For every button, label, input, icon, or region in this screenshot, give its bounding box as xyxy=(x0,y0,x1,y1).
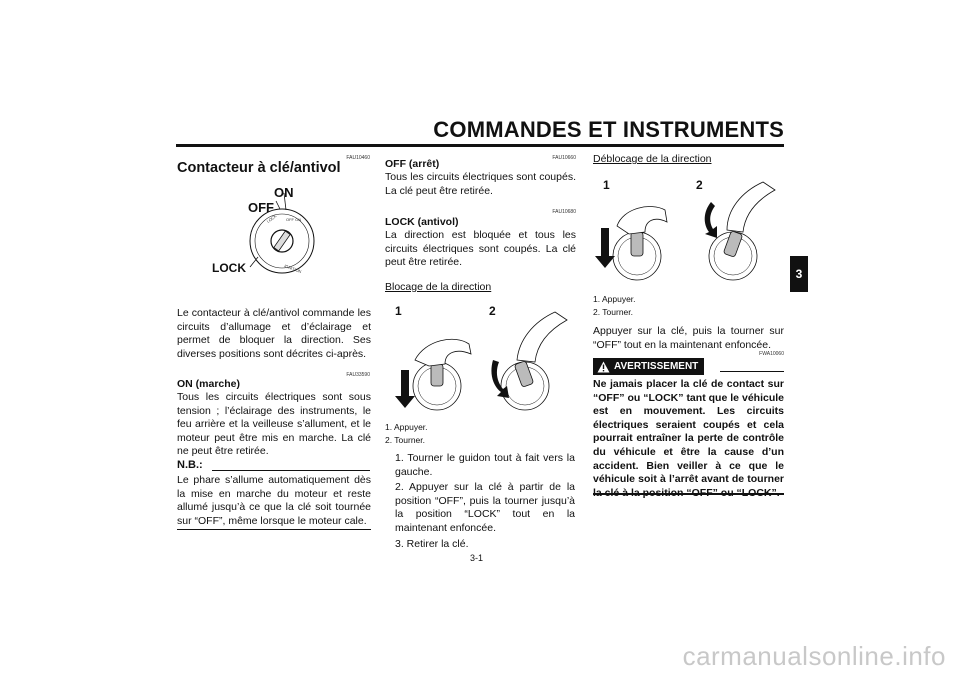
intro-paragraph: Le contacteur à clé/antivol commande les circuits d’allumage et d’éclairage et permet de bloquer la direction. Ses diverses positions sont décrites ci-après. xyxy=(177,307,371,360)
ref-code: FAU10460 xyxy=(346,155,370,161)
section-title: Contacteur à clé/antivol xyxy=(177,160,341,176)
unlock-paragraph: Appuyer sur la clé, puis la tourner sur “OFF” tout en la maintenant enfoncée. xyxy=(593,325,784,351)
svg-text:IGNITION: IGNITION xyxy=(283,263,303,275)
on-paragraph: Tous les circuits électriques sont sous tension ; l’éclairage des instruments, le feu arrière et la veilleuse s’allument, et le moteur peut être mis en marche. La clé ne peut être retirée. xyxy=(177,391,371,458)
figure-number-2: 2 xyxy=(489,304,496,318)
header-rule xyxy=(176,144,784,147)
figure-caption: 1. Appuyer. xyxy=(385,422,428,432)
figure-caption: 1. Appuyer. xyxy=(593,294,636,304)
label-lock: LOCK xyxy=(212,261,246,275)
steering-lock-subheading: Blocage de la direction xyxy=(385,281,492,293)
lock-heading: LOCK (antivol) xyxy=(385,216,459,228)
ref-code: FAU10660 xyxy=(552,155,576,161)
ref-code: FAU10680 xyxy=(552,209,576,215)
page-number: 3-1 xyxy=(470,553,484,563)
step-item: 3. Retirer la clé. xyxy=(395,537,469,550)
steering-unlock-subheading: Déblocage de la direction xyxy=(593,153,712,165)
figure-caption: 2. Tourner. xyxy=(385,435,426,445)
steering-lock-illustration xyxy=(385,300,577,418)
nb-paragraph: Le phare s’allume automatiquement dès la mise en marche du moteur et reste allumé jusqu’à ce que la clé soit tournée sur “OFF”, même lorsque le moteur cale. xyxy=(177,474,371,527)
warning-badge xyxy=(593,358,704,375)
on-heading: ON (marche) xyxy=(177,378,241,390)
label-off: OFF xyxy=(248,200,274,215)
ref-code: FWA10060 xyxy=(759,351,784,357)
steering-unlock-illustration xyxy=(593,172,785,290)
warning-triangle-icon xyxy=(597,361,610,373)
nb-label: N.B.: xyxy=(177,459,203,471)
off-paragraph: Tous les circuits électriques sont coupés. La clé peut être retirée. xyxy=(385,171,576,197)
warning-end-rule xyxy=(593,493,784,495)
nb-end-rule xyxy=(177,529,371,530)
lock-paragraph: La direction est bloquée et tous les circuits électriques sont coupés. La clé peut être retirée. xyxy=(385,229,576,269)
figure-number-1: 1 xyxy=(395,304,402,318)
off-heading: OFF (arrêt) xyxy=(385,158,440,170)
steering-lock-figure xyxy=(385,300,577,418)
figure-number-2: 2 xyxy=(696,178,703,192)
steps-list xyxy=(385,452,576,551)
steering-unlock-figure xyxy=(593,172,785,290)
svg-text:OFF ON: OFF ON xyxy=(286,217,302,222)
step-item: 2. Appuyer sur la clé à partir de la position “OFF”, puis la tourner jusqu’à la position “LOCK” tout en la maintenant enfoncée. xyxy=(395,481,575,534)
key-switch-figure xyxy=(210,183,330,283)
step-item: 1. Tourner le guidon tout à fait vers la gauche. xyxy=(395,452,575,478)
warning-label: AVERTISSEMENT xyxy=(614,361,699,372)
nb-rule xyxy=(212,470,370,471)
ref-code: FAU33590 xyxy=(346,372,370,378)
label-on: ON xyxy=(274,185,294,200)
figure-number-1: 1 xyxy=(603,178,610,192)
warning-paragraph: Ne jamais placer la clé de contact sur “OFF” ou “LOCK” tant que le véhicule est en mouvement. Les circuits électriques seraient coupés et cela pourrait entraîner la perte de contrôle du véhicule et être la cause d’un accident. Bien veiller à ce que le véhicule soit à l’arrêt avant de tourner xyxy=(593,378,784,486)
svg-text:LOCK: LOCK xyxy=(265,213,278,224)
site-watermark: carmanualsonline.info xyxy=(682,641,946,671)
warning-rule xyxy=(720,371,784,372)
figure-caption: 2. Tourner. xyxy=(593,307,634,317)
chapter-title: COMMANDES ET INSTRUMENTS xyxy=(433,117,784,142)
chapter-tab[interactable]: 3 xyxy=(790,256,808,292)
